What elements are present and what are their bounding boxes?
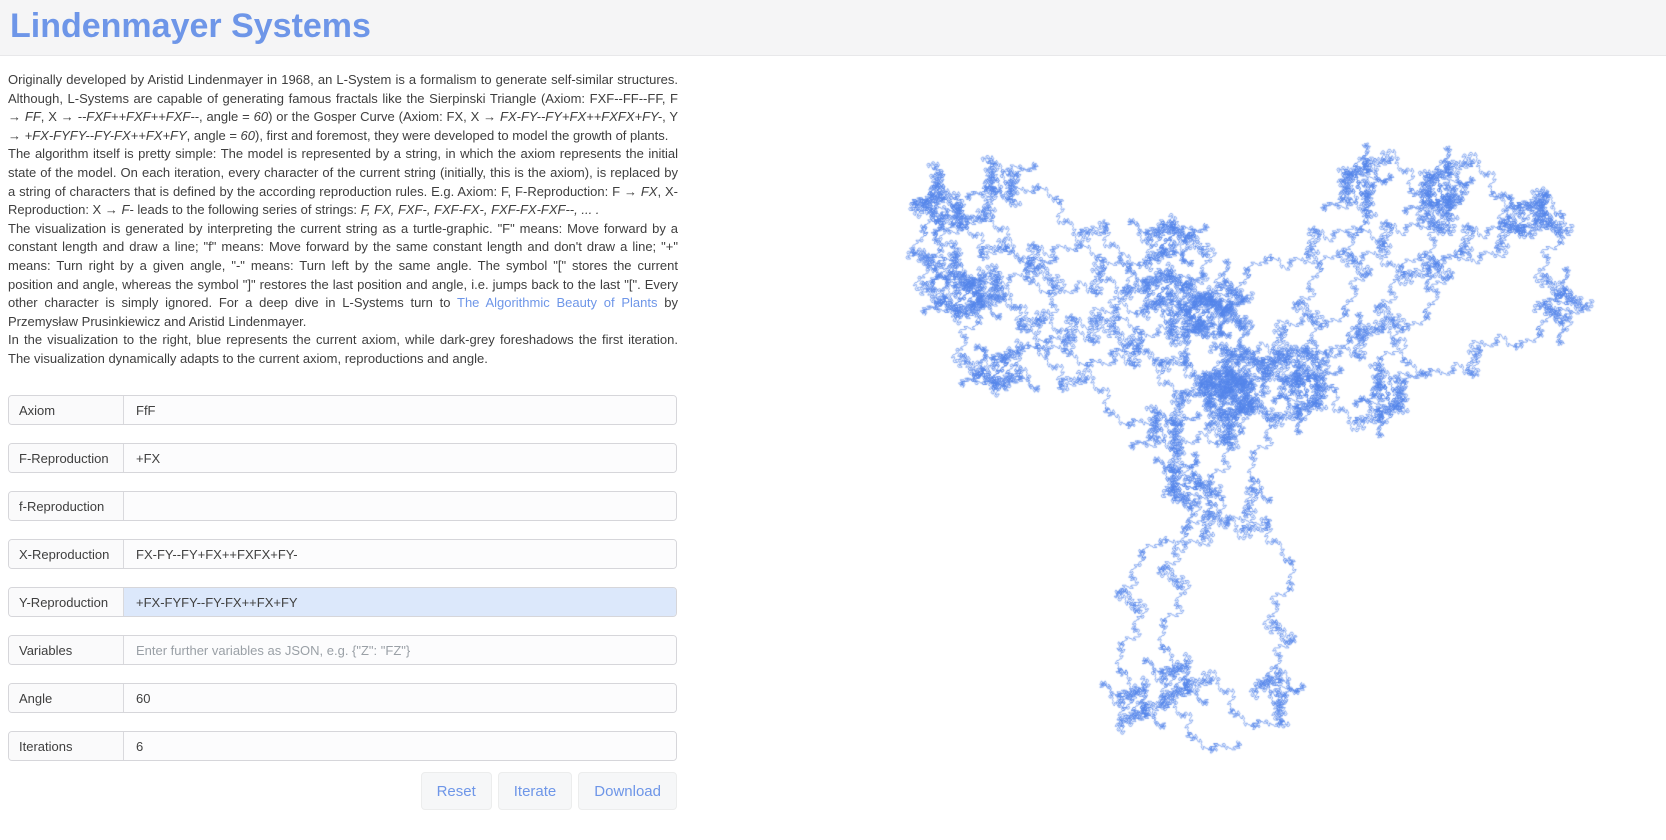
formula-text: 60 [253, 109, 269, 125]
angle-label: Angle [9, 684, 124, 712]
app-header [0, 0, 1666, 56]
text-segment: The algorithm itself is pretty simple: The model is represented by a string, in which the axiom represents the initial state of the model. On each iteration, every character of the current string (initially, this is the axiom), is replaced by a string of characters that is defined by the according reproduction rules. E.g. Axiom: F, F-Reproduction: F → [8, 146, 678, 199]
form-row-iterations [8, 731, 677, 761]
intro-paragraph [8, 220, 678, 332]
form-row-angle [8, 683, 677, 713]
formula-text: FX [640, 183, 658, 199]
intro-paragraph [8, 331, 678, 368]
f-lower-reproduction-label: f-Reproduction [9, 492, 124, 520]
axiom-label: Axiom [9, 396, 124, 424]
variables-label: Variables [9, 636, 124, 664]
formula-text: FF [24, 109, 41, 125]
x-reproduction-label: X-Reproduction [9, 540, 124, 568]
f-upper-reproduction-input[interactable] [124, 444, 676, 472]
angle-input[interactable] [124, 684, 676, 712]
text-segment: , Y → [8, 109, 679, 143]
text-segment: by Przemysław Prusinkiewicz and Aristid Lindenmayer. [8, 295, 678, 329]
form-row-axiom [8, 395, 677, 425]
form-row-f-lower-reproduction [8, 491, 677, 521]
lsystem-form [8, 395, 677, 761]
text-segment: ) or the Gosper Curve (Axiom: FX, X → [268, 109, 501, 125]
text-segment: ), first and foremost, they were developed to model the growth of plants. [255, 127, 669, 143]
text-segment: , angle = [186, 127, 241, 143]
f-lower-reproduction-input[interactable] [124, 492, 676, 520]
intro-paragraph [8, 145, 678, 219]
formula-text: +FX-FYFY--FY-FX++FX+FY [24, 127, 187, 143]
form-row-variables [8, 635, 677, 665]
y-reproduction-label: Y-Reproduction [9, 588, 124, 616]
form-row-y-reproduction [8, 587, 677, 617]
form-row-f-upper-reproduction [8, 443, 677, 473]
text-segment: In the visualization to the right, blue represents the current axiom, while dark-grey foreshadows the first iteration. The visualization dynamically adapts to the current axiom, reproductions and angle. [8, 332, 678, 366]
algorithmic-beauty-of-plants-link[interactable]: The Algorithmic Beauty of Plants [457, 295, 658, 311]
iterate-button[interactable]: Iterate [498, 772, 573, 810]
axiom-input[interactable] [124, 396, 676, 424]
variables-input[interactable] [124, 636, 676, 664]
text-segment: , angle = [198, 109, 254, 125]
intro-text [8, 71, 678, 369]
action-buttons [8, 772, 677, 810]
iterations-input[interactable] [124, 732, 676, 760]
text-segment: , X-Reproduction: X → [8, 183, 678, 218]
page-title: Lindenmayer Systems [10, 7, 371, 45]
text-segment: The visualization is generated by interpreting the current string as a turtle-graphic. "F" means: Move forward by a constant length and draw a line; "f" means: Move forward by the same constant length and don't draw a line; "+" means: Turn right by a given angle, "-" means: Turn left by the same angle. The symbol "[" stores the current position and angle, whereas the symbol "]" restores the last position and angle, i.e. jumps back to the last "[". Every other character is simply ignored. For a deep dive in L-Systems turn to [8, 220, 678, 311]
download-button[interactable]: Download [578, 772, 677, 810]
x-reproduction-input[interactable] [124, 540, 676, 568]
lsystem-canvas [900, 72, 1600, 824]
f-upper-reproduction-label: F-Reproduction [9, 444, 124, 472]
formula-text: --FXF++FXF++FXF-- [77, 109, 199, 125]
text-segment: leads to the following series of strings: [133, 202, 361, 218]
form-row-x-reproduction [8, 539, 677, 569]
viz-panel [900, 72, 1600, 824]
text-segment: , X → [40, 109, 78, 125]
y-reproduction-input[interactable] [124, 588, 676, 616]
formula-text: F, FX, FXF-, FXF-FX-, FXF-FX-FXF--, ... . [360, 202, 600, 218]
reset-button[interactable]: Reset [421, 772, 492, 810]
text-segment: Originally developed by Aristid Lindenmayer in 1968, an L-System is a formalism to generate self-similar structures. Although, L-Systems are capable of generating famous fractals like the Sierpinski Triangle (Axiom: FXF--FF--FF, F → [8, 72, 678, 125]
formula-text: FX-FY--FY+FX++FXFX+FY- [500, 109, 663, 125]
formula-text: F- [121, 202, 134, 218]
intro-paragraph [8, 71, 678, 145]
formula-text: 60 [240, 127, 255, 143]
iterations-label: Iterations [9, 732, 124, 760]
